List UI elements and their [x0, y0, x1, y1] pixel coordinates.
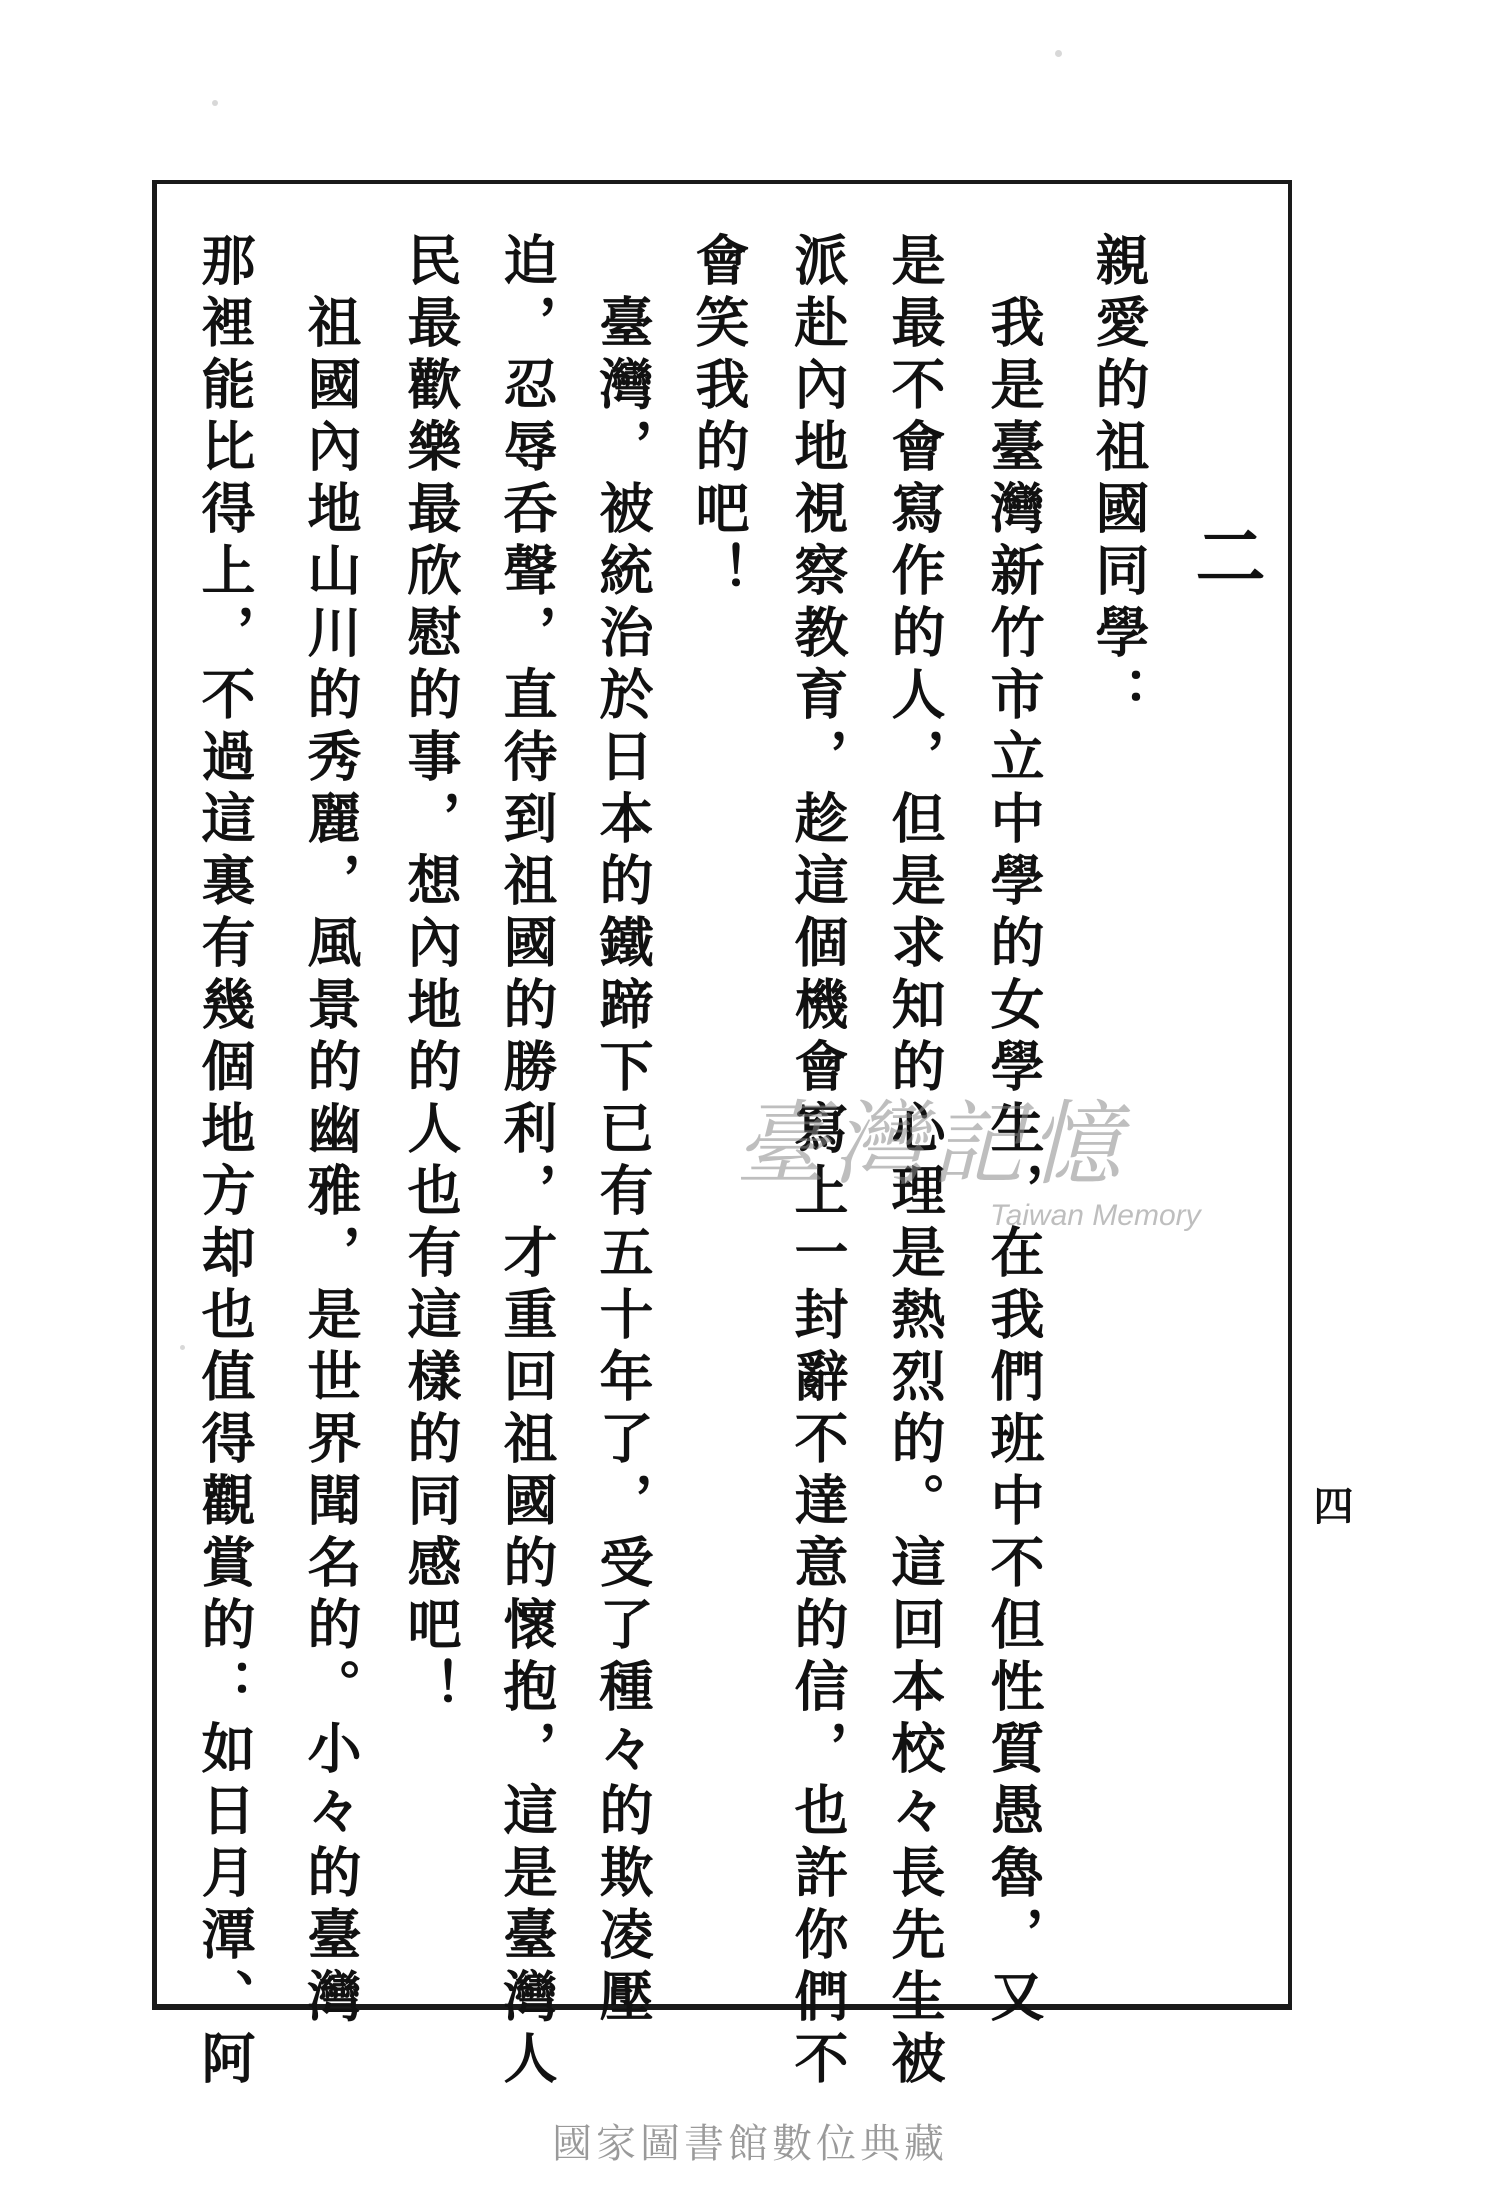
taiwan-memory-watermark: [735, 1090, 1215, 1260]
library-credit: 國家圖書館數位典藏: [552, 2121, 948, 2167]
text-column-2: 我是臺灣新竹市立中學的女學生，在我們班中不但性質愚魯，又: [982, 232, 1046, 2030]
page-number: 四: [1307, 1485, 1354, 1525]
scan-speck: [212, 100, 218, 106]
text-column-4: 派赴內地視察教育，趁這個機會寫上一封辭不達意的信，也許你們不: [786, 232, 850, 2092]
watermark-chinese: 臺灣記憶: [735, 1091, 1128, 1198]
text-column-5: 會笑我的吧！: [687, 232, 751, 604]
text-column-8: 民最歡樂最欣慰的事，想內地的人也有這樣的同感吧！: [399, 232, 463, 1720]
text-column-7: 迫，忍辱呑聲，直待到祖國的勝利，才重回祖國的懷抱，這是臺灣人: [495, 232, 559, 2092]
text-column-10: 那裡能比得上，不過這裏有幾個地方却也值得觀賞的：如日月潭、阿: [193, 232, 257, 2092]
text-column-9: 祖國內地山川的秀麗，風景的幽雅，是世界聞名的。小々的臺灣: [299, 232, 363, 2030]
chapter-number: 二: [1184, 520, 1267, 590]
watermark-english: Taiwan Memory: [990, 1199, 1201, 1232]
text-column-1: 親愛的祖國同學：: [1087, 232, 1151, 728]
scan-speck: [1055, 50, 1062, 57]
text-column-3: 是最不會寫作的人，但是求知的心理是熱烈的。這回本校々長先生被: [883, 232, 947, 2092]
text-column-6: 臺灣，被統治於日本的鐵蹄下已有五十年了，受了種々的欺凌壓: [591, 232, 655, 2030]
